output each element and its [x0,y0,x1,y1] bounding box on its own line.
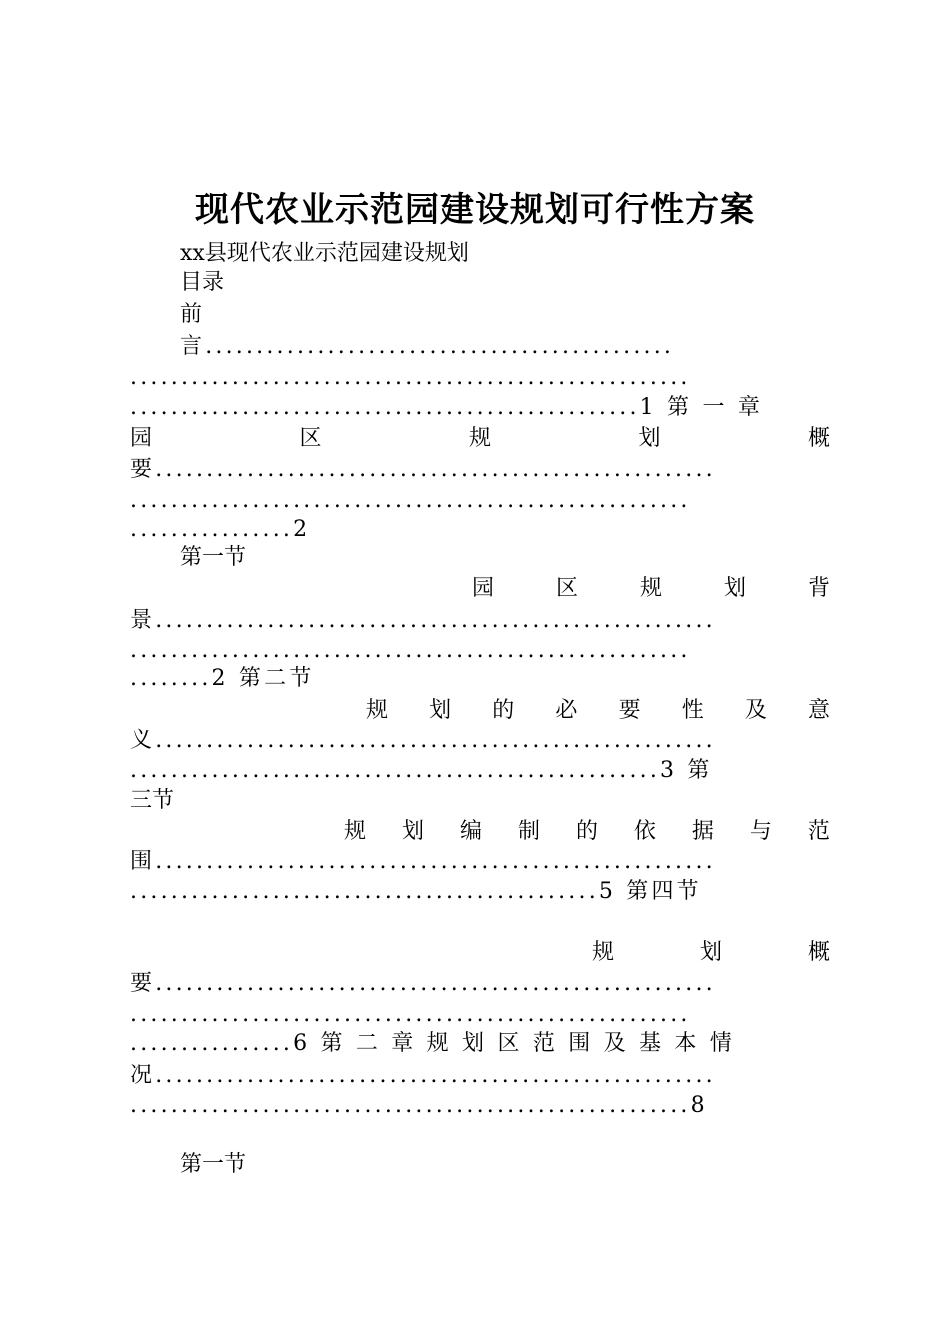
toc-line-spaced [344,817,830,847]
toc-char: 区 [555,576,578,601]
toc-line: 第一节 [180,1152,247,1177]
toc-heading: 目录 [180,270,225,295]
toc-char: 性 [681,698,704,723]
toc-line: ....................................................3 第 [130,758,713,783]
toc-char: 概 [807,940,830,965]
toc-line: ..................................................1 第 一 章 [130,395,764,420]
toc-char: 与 [749,819,772,844]
toc-char: 制 [517,819,540,844]
toc-char: 及 [744,698,767,723]
toc-char: 背 [807,576,830,601]
toc-char: 的 [575,819,598,844]
toc-char: 划 [429,698,452,723]
document-title: 现代农业示范园建设规划可行性方案 [195,190,755,230]
toc-char: 概 [807,426,830,451]
toc-char: 划 [401,819,424,844]
document-subtitle: xx县现代农业示范园建设规划 [180,241,469,266]
toc-line-spaced [130,424,830,454]
toc-line: 言.............................................. [180,334,675,359]
toc-char: 园 [130,426,153,451]
toc-char: 依 [633,819,656,844]
toc-char: 划 [638,426,661,451]
toc-line-spaced [366,696,830,726]
toc-char: 规 [366,698,389,723]
toc-line: ....................................................... [130,638,691,663]
toc-char: 必 [555,698,578,723]
toc-char: 的 [492,698,515,723]
toc-char: 规 [592,940,615,965]
toc-char: 据 [691,819,714,844]
toc-line: ........2 第二节 [130,666,315,691]
toc-char: 划 [699,940,722,965]
toc-line: 景....................................................... [130,608,716,633]
toc-char: 意 [807,698,830,723]
toc-line-spaced [472,574,830,604]
toc-line: ....................................................... [130,1002,691,1027]
toc-char: 规 [468,426,491,451]
toc-line: ................6 第 二 章 规 划 区 范 围 及 基 本 情 [130,1031,736,1056]
toc-char: 园 [472,576,495,601]
toc-char: 规 [344,819,367,844]
toc-line-spaced [592,938,830,968]
toc-line: 围....................................................... [130,849,716,874]
toc-line: ................2 [130,517,311,542]
toc-line: ..............................................5 第四节 [130,879,702,904]
toc-line: 要....................................................... [130,971,716,996]
toc-char: 范 [807,819,830,844]
toc-line: 况....................................................... [130,1063,716,1088]
toc-char: 区 [299,426,322,451]
toc-char: 编 [459,819,482,844]
toc-line: 义....................................................... [130,728,716,753]
toc-line: .......................................................8 [130,1093,708,1118]
toc-line: ....................................................... [130,488,691,513]
toc-line: ....................................................... [130,365,691,390]
toc-char: 规 [639,576,662,601]
toc-char: 要 [618,698,641,723]
toc-line: 前 [180,302,203,327]
toc-line: 三节 [130,788,175,813]
toc-char: 划 [723,576,746,601]
toc-line: 要....................................................... [130,457,716,482]
toc-line: 第一节 [180,545,247,570]
